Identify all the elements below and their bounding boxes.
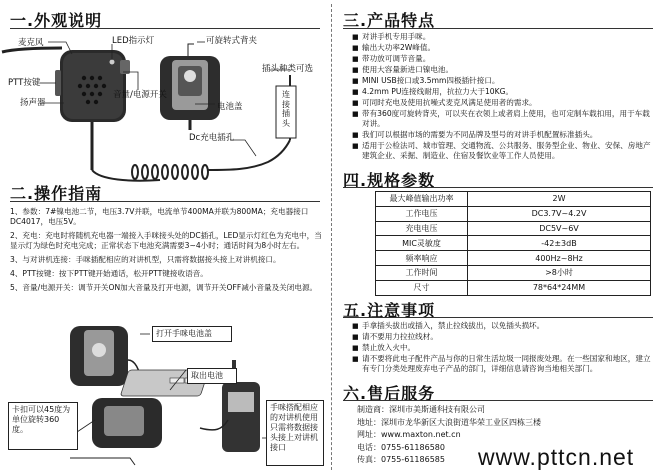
cautions-title: 五.注意事项: [343, 301, 436, 320]
label-clip-rotate: 卡扣可以45度为单位旋转360度。: [8, 402, 78, 450]
caution-item: ■ 请不要用力拉拉线材。: [352, 332, 657, 342]
feature-item: ■ 带有360度可旋转背夹，可以夹在衣领上或者肩上使用，也可定制车载扣用，用于车载对讲。: [352, 109, 657, 129]
table-row: [376, 280, 651, 295]
label-led: LED指示灯: [112, 36, 155, 46]
appearance-title: 一.外观说明: [10, 11, 103, 30]
operation-item: 4、PTT按键：按下PTT键开始通话，松开PTT键接收语音。: [10, 269, 208, 278]
table-row: [376, 206, 651, 221]
label-speaker: 扬声器: [20, 98, 46, 108]
label-connect-plug: 连接插头: [282, 90, 290, 128]
spec-key: 尺寸: [376, 280, 468, 295]
table-row: [376, 251, 651, 266]
features-rule: [343, 28, 653, 29]
label-connect-note: 手咪搭配相应的对讲机使用只需将数据接头接上对讲机接口: [266, 400, 324, 466]
led-dot: [110, 60, 115, 65]
spec-key: MIC灵敏度: [376, 236, 468, 251]
spec-value: -42±3dB: [468, 236, 651, 251]
label-rotating-clip: 可旋转式背夹: [206, 36, 258, 46]
appearance-rule: [10, 28, 320, 29]
spec-key: 工作时间: [376, 265, 468, 280]
table-row: [376, 265, 651, 280]
feature-item: ■ 适用于公检法司、城市管理、交通物流、公共服务、服务型企业、物业、安保、房地产建筑企业、采掘、制造业、住宿及餐饮业等工作人员使用。: [352, 141, 657, 161]
feature-item: ■ 可同时充电及使用抗噪式麦克风满足使用者的需求。: [352, 98, 657, 108]
spec-key: 最大峰值输出功率: [376, 192, 468, 207]
service-fax: 传真：0755-61186585: [357, 455, 445, 465]
operation-item: 5、音量/电源开关：调节开关ON加大音量及打开电源，调节开关OFF减小音量及关闭电源。: [10, 283, 318, 292]
specs-rule: [343, 187, 653, 188]
label-mic: 麦克风: [18, 38, 44, 48]
specs-title: 四.规格参数: [343, 171, 436, 190]
spec-value: 400Hz~8Hz: [468, 251, 651, 266]
spec-key: 工作电压: [376, 206, 468, 221]
operation-list: [10, 207, 328, 297]
operation-item: 2、充电：充电时将随机充电器一端接入手咪接头处的DC插孔，LED显示灯红色为充电中，当显示灯为绿色时充电完成；正常状态下电池充满需要3~4小时；通话时间为8小时左右。: [10, 231, 322, 250]
caution-item: ■ 请不要将此电子配件产品与你的日常生活垃圾一同报废处理。在一些国家和地区，建立有专门分类处理废弃电子产品的部门，详细信息请咨询当地相关部门。: [352, 354, 657, 374]
clip-knob: [184, 70, 196, 82]
feature-item: ■ 使用大容量新进口镍电池。: [352, 65, 657, 75]
label-open-cover: 打开手咪电池盖: [152, 326, 232, 342]
spec-key: 频率响应: [376, 251, 468, 266]
watermark-text: www.pttcn.net: [478, 444, 635, 470]
operation-item: 3、与对讲机连接：手咪插配相应的对讲机型，只需将数据接头接上对讲机接口。: [10, 255, 281, 264]
caution-item: ■ 禁止放入火中。: [352, 343, 657, 353]
table-row: [376, 236, 651, 251]
label-dc-jack: Dc充电插孔: [189, 133, 235, 143]
spec-value: >8小时: [468, 265, 651, 280]
feature-item: ■ 输出大功率2W峰值。: [352, 43, 657, 53]
spec-value: 2W: [468, 192, 651, 207]
specs-table: [375, 191, 651, 296]
service-title: 六.售后服务: [343, 384, 436, 403]
service-website: 网址：www.maxton.net.cn: [357, 430, 461, 440]
features-title: 三.产品特点: [343, 11, 436, 30]
spec-value: DC3.7V~4.2V: [468, 206, 651, 221]
caution-item: ■ 手拿插头拔出或插入，禁止拉线拔出，以免插头损坏。: [352, 321, 657, 331]
operation-item: 1、参数：7#镍电池二节，电压3.7V并联，电流单节400MA并联为800MA；充电器接口DC4017，电压5V。: [10, 207, 309, 226]
features-list: [352, 32, 657, 162]
label-plug-optional: 插头种类可选: [262, 64, 314, 74]
label-ptt: PTT按键: [8, 78, 41, 88]
feature-item: ■ 对讲手机专用手咪。: [352, 32, 657, 42]
service-rule: [343, 400, 653, 401]
label-battery-cover: 电池盖: [217, 102, 243, 112]
feature-item: ■ MINI USB接口或3.5mm四极插针接口。: [352, 76, 657, 86]
service-phone: 电话：0755-61186580: [357, 442, 445, 452]
cautions-list: [352, 321, 657, 375]
cautions-rule: [343, 317, 653, 318]
top-cable: [2, 48, 62, 52]
feature-item: ■ 带功放可调节音量。: [352, 54, 657, 64]
label-volume-power: 音量/电源开关: [113, 90, 167, 100]
operation-title: 二.操作指南: [10, 184, 103, 203]
service-address: 地址：深圳市龙华新区大浪街道华荣工业区四栋三楼: [357, 417, 541, 427]
column-divider: [331, 4, 332, 470]
operation-rule: [10, 201, 320, 202]
spec-value: DC5V~6V: [468, 221, 651, 236]
feature-item: ■ 4.2mm PU连接线耐用，抗拉力大于10KG。: [352, 87, 657, 97]
table-row: [376, 221, 651, 236]
service-manufacturer: 制造商：深圳市美斯通科技有限公司: [357, 405, 485, 414]
table-row: [376, 192, 651, 207]
spec-key: 充电电压: [376, 221, 468, 236]
spec-value: 78*64*24MM: [468, 280, 651, 295]
label-remove-battery: 取出电池: [187, 368, 237, 384]
feature-item: ■ 我们可以根据市场的需要为不同品牌及型号的对讲手机配置标准插头。: [352, 130, 657, 140]
